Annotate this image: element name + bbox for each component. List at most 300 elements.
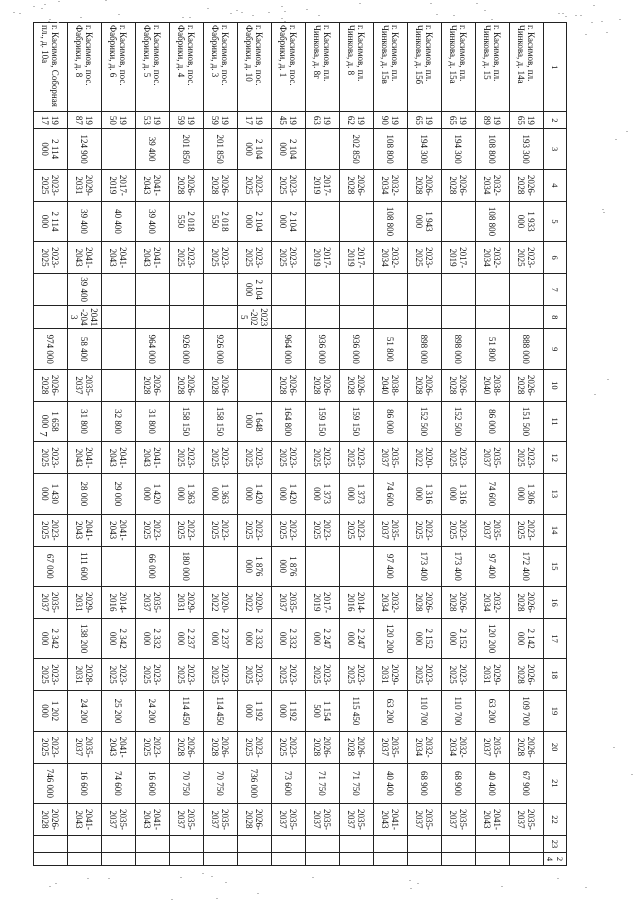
- table-cell: 936 000: [306, 329, 340, 369]
- table-cell: 2026-2028: [510, 169, 544, 201]
- table-cell: [34, 835, 68, 852]
- table-cell: 2035-2037: [272, 586, 306, 618]
- table-cell: 2020-2022: [238, 586, 272, 618]
- table-cell: 2020-2022: [408, 442, 442, 474]
- table-cell: 1 316 000: [442, 474, 476, 514]
- table-cell: 2035-2037: [476, 731, 510, 763]
- table-cell: [442, 306, 476, 329]
- header-cell: 11: [544, 401, 567, 441]
- table-cell: 2023-2025: [442, 442, 476, 474]
- scan-speck: [236, 10, 238, 11]
- header-cell: 16: [544, 586, 567, 618]
- address-cell: г. Касимов, пос. Фабрики, д. 8: [68, 23, 102, 112]
- table-row: [272, 23, 306, 866]
- table-cell: [272, 853, 306, 866]
- scan-speck: [453, 15, 455, 16]
- table-cell: 2023-2025: [204, 242, 238, 274]
- table-cell: [374, 274, 408, 306]
- header-cell: 2: [544, 112, 567, 129]
- table-cell: 2023-2025: [340, 659, 374, 691]
- scan-speck: [171, 899, 173, 900]
- table-cell: 974 000: [34, 329, 68, 369]
- table-cell: 2035-2037: [340, 804, 374, 836]
- table-cell: 2041-2043: [68, 442, 102, 474]
- table-cell: 2 114 000: [34, 201, 68, 241]
- table-cell: 58 400: [68, 329, 102, 369]
- scan-speck: [230, 13, 232, 14]
- table-cell: 51 800: [374, 329, 408, 369]
- scan-speck: [49, 19, 51, 20]
- table-cell: 2035-2037: [272, 804, 306, 836]
- header-cell: 9: [544, 329, 567, 369]
- table-cell: 2032-2034: [442, 731, 476, 763]
- table-cell: 2026-2028: [408, 169, 442, 201]
- table-cell: 1 420 000: [238, 474, 272, 514]
- table-cell: [170, 274, 204, 306]
- table-cell: 164 800: [272, 401, 306, 441]
- scan-speck: [281, 6, 283, 7]
- table-cell: 2026-2028: [170, 169, 204, 201]
- table-cell: 1917: [34, 112, 68, 129]
- table-cell: 2023-2025: [272, 659, 306, 691]
- table-cell: 2023-2025: [34, 169, 68, 201]
- table-cell: 2035-2037: [374, 442, 408, 474]
- table-cell: [442, 835, 476, 852]
- scan-speck: [602, 209, 604, 210]
- table-cell: 120 200: [476, 618, 510, 658]
- table-cell: [102, 546, 136, 586]
- scan-speck: [607, 379, 609, 380]
- table-cell: 736 000: [238, 763, 272, 803]
- scan-speck: [585, 34, 587, 35]
- table-cell: 63 200: [476, 691, 510, 731]
- table-cell: 2026-2028: [340, 731, 374, 763]
- scan-speck: [476, 3, 478, 4]
- table-cell: 1953: [136, 112, 170, 129]
- table-cell: 964 000: [272, 329, 306, 369]
- scan-speck: [491, 19, 493, 20]
- table-cell: [238, 369, 272, 401]
- table-cell: 2023-2025: [102, 659, 136, 691]
- header-cell: 10: [544, 369, 567, 401]
- table-cell: 2035-2037: [476, 442, 510, 474]
- scan-speck: [241, 12, 243, 13]
- header-cell: 17: [544, 618, 567, 658]
- table-cell: 898 000: [408, 329, 442, 369]
- table-cell: 2035-2037: [170, 804, 204, 836]
- table-cell: 32 800: [102, 401, 136, 441]
- table-cell: 24 200: [136, 691, 170, 731]
- data-table: [33, 22, 567, 866]
- table-cell: 2023-2025: [408, 659, 442, 691]
- table-cell: 124 900: [68, 129, 102, 169]
- scan-speck: [19, 13, 21, 14]
- table-cell: [34, 274, 68, 306]
- scan-speck: [606, 32, 608, 33]
- table-cell: 2023-2025: [272, 242, 306, 274]
- table-cell: [272, 306, 306, 329]
- table-cell: [204, 306, 238, 329]
- table-cell: 1 876 000: [272, 546, 306, 586]
- table-cell: 2 247 000: [306, 618, 340, 658]
- table-cell: 39 400: [136, 201, 170, 241]
- scan-speck: [13, 12, 15, 13]
- table-cell: 2032-2034: [476, 242, 510, 274]
- scan-speck: [108, 878, 110, 879]
- table-row: [34, 23, 68, 866]
- scan-speck: [601, 21, 603, 22]
- table-cell: 2 247 000: [340, 618, 374, 658]
- table-cell: 2017-2019: [306, 169, 340, 201]
- table-cell: 1 420 000: [136, 474, 170, 514]
- scan-speck: [593, 5, 595, 6]
- table-cell: [68, 853, 102, 866]
- table-cell: 2041-2043: [102, 242, 136, 274]
- table-cell: [306, 853, 340, 866]
- scan-speck: [359, 3, 361, 4]
- table-cell: 1 658 000: [34, 401, 68, 441]
- table-cell: 97 400: [476, 546, 510, 586]
- table-cell: 2023-2025: [34, 514, 68, 546]
- table-cell: 2041-2043: [102, 514, 136, 546]
- table-cell: 1 876 000: [238, 546, 272, 586]
- table-row: [136, 23, 170, 866]
- table-row: [204, 23, 238, 866]
- table-cell: [476, 853, 510, 866]
- header-cell: 23: [544, 835, 567, 852]
- table-cell: 2023-2025: [272, 731, 306, 763]
- table-cell: 2026-2028: [442, 369, 476, 401]
- table-cell: 2041-2043: [68, 514, 102, 546]
- table-cell: 2029-2031: [68, 586, 102, 618]
- table-cell: 110 700: [442, 691, 476, 731]
- table-cell: 86 000: [476, 401, 510, 441]
- table-cell: 2023-2025: [238, 306, 272, 329]
- table-cell: 2020-2022: [204, 586, 238, 618]
- table-cell: 2 104 000: [272, 201, 306, 241]
- table-cell: 2023-2025: [238, 169, 272, 201]
- header-cell: 6: [544, 242, 567, 274]
- scan-speck: [594, 394, 596, 395]
- table-cell: 2026-2028: [306, 369, 340, 401]
- scan-speck: [268, 12, 270, 13]
- table-cell: 2023-2025: [306, 442, 340, 474]
- table-cell: [272, 274, 306, 306]
- table-row: [340, 23, 374, 866]
- table-cell: 1 202 000: [34, 691, 68, 731]
- table-cell: 2 152 000: [408, 618, 442, 658]
- table-cell: 2023-2025: [238, 514, 272, 546]
- table-cell: 70 750: [204, 763, 238, 803]
- table-cell: 2023-2025: [170, 242, 204, 274]
- header-cell: 8: [544, 306, 567, 329]
- table-cell: 152 500: [442, 401, 476, 441]
- table-cell: 2032-2034: [374, 242, 408, 274]
- address-cell: г. Касимов, пл. Чинкова, д. 14а: [510, 23, 544, 112]
- table-cell: 2 342 000: [34, 618, 68, 658]
- header-cell: 22: [544, 804, 567, 836]
- scan-speck: [557, 878, 559, 879]
- table-cell: 2026-2028: [408, 369, 442, 401]
- table-cell: 2017-2019: [102, 169, 136, 201]
- table-cell: 68 900: [408, 763, 442, 803]
- table-cell: 2035-2037: [476, 514, 510, 546]
- scan-speck: [562, 13, 564, 14]
- scan-speck: [202, 873, 204, 874]
- table-cell: 2041-2043: [68, 306, 102, 329]
- table-cell: 2 332 000: [136, 618, 170, 658]
- table-cell: 2026-2028: [510, 586, 544, 618]
- table-cell: [306, 129, 340, 169]
- table-row: [68, 23, 102, 866]
- table-cell: 138 200: [68, 618, 102, 658]
- table-cell: 1959: [204, 112, 238, 129]
- table-cell: [102, 835, 136, 852]
- table-cell: [102, 274, 136, 306]
- table-cell: 2014-2016: [102, 586, 136, 618]
- table-cell: 151 500: [510, 401, 544, 441]
- address-cell: г. Касимов, пос. Фабрики, д. 4: [170, 23, 204, 112]
- table-cell: 2 237 000: [170, 618, 204, 658]
- table-cell: 67 900: [510, 763, 544, 803]
- table-cell: [442, 274, 476, 306]
- table-cell: [306, 274, 340, 306]
- scan-speck: [430, 3, 432, 4]
- table-cell: 2 142 000: [510, 618, 544, 658]
- table-cell: 194 300: [408, 129, 442, 169]
- table-cell: 1 943 000: [408, 201, 442, 241]
- table-cell: 120 200: [374, 618, 408, 658]
- table-cell: [408, 306, 442, 329]
- scan-speck: [44, 4, 46, 5]
- table-cell: 2029-2031: [170, 586, 204, 618]
- table-cell: 39 400: [136, 129, 170, 169]
- table-cell: 2023-2025: [136, 731, 170, 763]
- header-cell: 24: [544, 853, 567, 866]
- table-cell: 16 600: [68, 763, 102, 803]
- table-cell: 1 373 000: [340, 474, 374, 514]
- table-cell: 888 000: [510, 329, 544, 369]
- table-cell: 74 600: [374, 474, 408, 514]
- table-cell: 926 000: [170, 329, 204, 369]
- table-cell: [136, 835, 170, 852]
- table-cell: 2023-2025: [340, 514, 374, 546]
- table-cell: [204, 546, 238, 586]
- table-cell: 2023-2025: [204, 514, 238, 546]
- table-cell: 2035-2037: [34, 586, 68, 618]
- header-cell: 3: [544, 129, 567, 169]
- table-cell: 40 400: [374, 763, 408, 803]
- table-cell: 2 237 000: [204, 618, 238, 658]
- scan-speck: [565, 16, 567, 17]
- table-cell: [238, 853, 272, 866]
- table-cell: 70 750: [170, 763, 204, 803]
- table-cell: 2023-2025: [34, 442, 68, 474]
- table-cell: [272, 835, 306, 852]
- header-cell: 5: [544, 201, 567, 241]
- table-cell: 2023-2025: [136, 514, 170, 546]
- table-cell: 2041-2043: [136, 242, 170, 274]
- header-cell: 15: [544, 546, 567, 586]
- page-number: 7: [36, 431, 49, 437]
- address-cell: г. Касимов, пл. Чинкова, д. 8г: [306, 23, 340, 112]
- scan-speck: [87, 878, 89, 879]
- table-cell: [34, 853, 68, 866]
- table-area: [40, 22, 567, 866]
- table-cell: [374, 306, 408, 329]
- table-cell: 2041-2043: [476, 804, 510, 836]
- table-cell: 1965: [408, 112, 442, 129]
- table-cell: 2028-2031: [68, 659, 102, 691]
- table-cell: 2032-2034: [374, 169, 408, 201]
- table-cell: [238, 329, 272, 369]
- table-cell: 2023-2025: [204, 442, 238, 474]
- table-cell: 2035-2037: [68, 369, 102, 401]
- table-cell: 2032-2034: [374, 586, 408, 618]
- table-cell: [340, 546, 374, 586]
- table-cell: 926 000: [204, 329, 238, 369]
- scan-speck: [284, 21, 286, 22]
- table-cell: 2026-2028: [170, 731, 204, 763]
- table-cell: [374, 853, 408, 866]
- scan-speck: [80, 17, 82, 18]
- table-cell: 2035-2037: [136, 586, 170, 618]
- table-cell: [510, 274, 544, 306]
- table-cell: [136, 853, 170, 866]
- table-cell: 97 400: [374, 546, 408, 586]
- scan-speck: [105, 0, 107, 1]
- table-cell: 2035-2037: [408, 804, 442, 836]
- table-cell: 2023-2025: [238, 242, 272, 274]
- table-cell: 2023-2025: [170, 442, 204, 474]
- table-cell: 2 104 000: [272, 129, 306, 169]
- scan-speck: [306, 9, 308, 10]
- table-cell: 1945: [272, 112, 306, 129]
- header-cell: 4: [544, 169, 567, 201]
- table-cell: 40 400: [476, 763, 510, 803]
- table-cell: 86 000: [374, 401, 408, 441]
- scan-speck: [436, 14, 438, 15]
- scan-speck: [591, 22, 593, 23]
- table-cell: 1 316 000: [408, 474, 442, 514]
- header-cell: 13: [544, 474, 567, 514]
- scan-speck: [409, 880, 411, 881]
- table-cell: 29 000: [102, 474, 136, 514]
- scan-speck: [603, 212, 605, 213]
- table-cell: 1 192 000: [272, 691, 306, 731]
- table-cell: 201 850: [170, 129, 204, 169]
- table-cell: 2 114 000: [34, 129, 68, 169]
- table-cell: 2041-2043: [102, 731, 136, 763]
- table-cell: 2 332 000: [238, 618, 272, 658]
- scan-speck: [580, 15, 582, 16]
- scan-speck: [33, 6, 35, 7]
- table-cell: 2023-2025: [238, 731, 272, 763]
- table-cell: 2026-2028: [340, 369, 374, 401]
- table-cell: 1987: [68, 112, 102, 129]
- table-cell: 2023-2025: [510, 442, 544, 474]
- scan-speck: [318, 15, 320, 16]
- scan-speck: [207, 8, 209, 9]
- table-cell: 39 400: [68, 201, 102, 241]
- table-cell: [102, 306, 136, 329]
- table-cell: 173 400: [442, 546, 476, 586]
- table-cell: 1 363 000: [170, 474, 204, 514]
- table-cell: [510, 853, 544, 866]
- table-cell: 172 400: [510, 546, 544, 586]
- table-cell: 2023-2025: [170, 659, 204, 691]
- table-cell: [476, 835, 510, 852]
- table-cell: 2029-2031: [374, 659, 408, 691]
- scan-speck: [417, 883, 419, 884]
- table-cell: 108 800: [374, 201, 408, 241]
- table-cell: 158 150: [170, 401, 204, 441]
- table-cell: [170, 853, 204, 866]
- scan-speck: [57, 22, 59, 23]
- table-cell: 159 150: [306, 401, 340, 441]
- table-cell: [306, 201, 340, 241]
- table-cell: 1 373 000: [306, 474, 340, 514]
- table-cell: 2017-2019: [306, 242, 340, 274]
- table-cell: 1963: [306, 112, 340, 129]
- table-cell: 2023-2025: [238, 442, 272, 474]
- table-cell: 2038-2040: [476, 369, 510, 401]
- table-cell: 2032-2034: [408, 731, 442, 763]
- table-cell: 39 400: [68, 274, 102, 306]
- table-cell: 110 700: [408, 691, 442, 731]
- address-cell: г. Касимов, пос. Фабрики, д. 3: [204, 23, 238, 112]
- table-cell: 180 000: [170, 546, 204, 586]
- table-cell: 2026-2028: [136, 369, 170, 401]
- table-cell: [408, 274, 442, 306]
- scan-speck: [211, 876, 213, 877]
- table-cell: 2026-2028: [408, 586, 442, 618]
- scan-speck: [252, 15, 254, 16]
- table-cell: 109 700: [510, 691, 544, 731]
- table-cell: 194 300: [442, 129, 476, 169]
- table-cell: 2041-2043: [68, 804, 102, 836]
- scan-speck: [501, 886, 503, 887]
- header-cell: 1: [544, 23, 567, 112]
- header-cell: 14: [544, 514, 567, 546]
- table-cell: [306, 306, 340, 329]
- scan-speck: [189, 17, 191, 18]
- table-cell: 1 420 000: [272, 474, 306, 514]
- table-cell: 2026-2028: [34, 804, 68, 836]
- address-cell: г. Касимов, пл. Чинкова, д. 15а: [442, 23, 476, 112]
- table-row: [408, 23, 442, 866]
- table-cell: 74 600: [102, 763, 136, 803]
- table-cell: 1959: [170, 112, 204, 129]
- address-cell: г. Касимов, Соборная пл., д. 10а: [34, 23, 68, 112]
- table-cell: 114 450: [170, 691, 204, 731]
- table-cell: 25 200: [102, 691, 136, 731]
- table-cell: 108 800: [476, 201, 510, 241]
- address-cell: г. Касимов, пл. Чинкова, д. 15: [476, 23, 510, 112]
- table-cell: [34, 306, 68, 329]
- table-cell: 2023-2025: [408, 242, 442, 274]
- table-cell: 2026-2028: [204, 731, 238, 763]
- table-cell: [68, 835, 102, 852]
- table-cell: 1 306 000: [510, 474, 544, 514]
- table-cell: [170, 306, 204, 329]
- table-cell: 1989: [476, 112, 510, 129]
- table-cell: 1965: [510, 112, 544, 129]
- table-cell: 158 150: [204, 401, 238, 441]
- table-cell: 108 800: [374, 129, 408, 169]
- table-cell: 152 500: [408, 401, 442, 441]
- scan-speck: [58, 1, 60, 2]
